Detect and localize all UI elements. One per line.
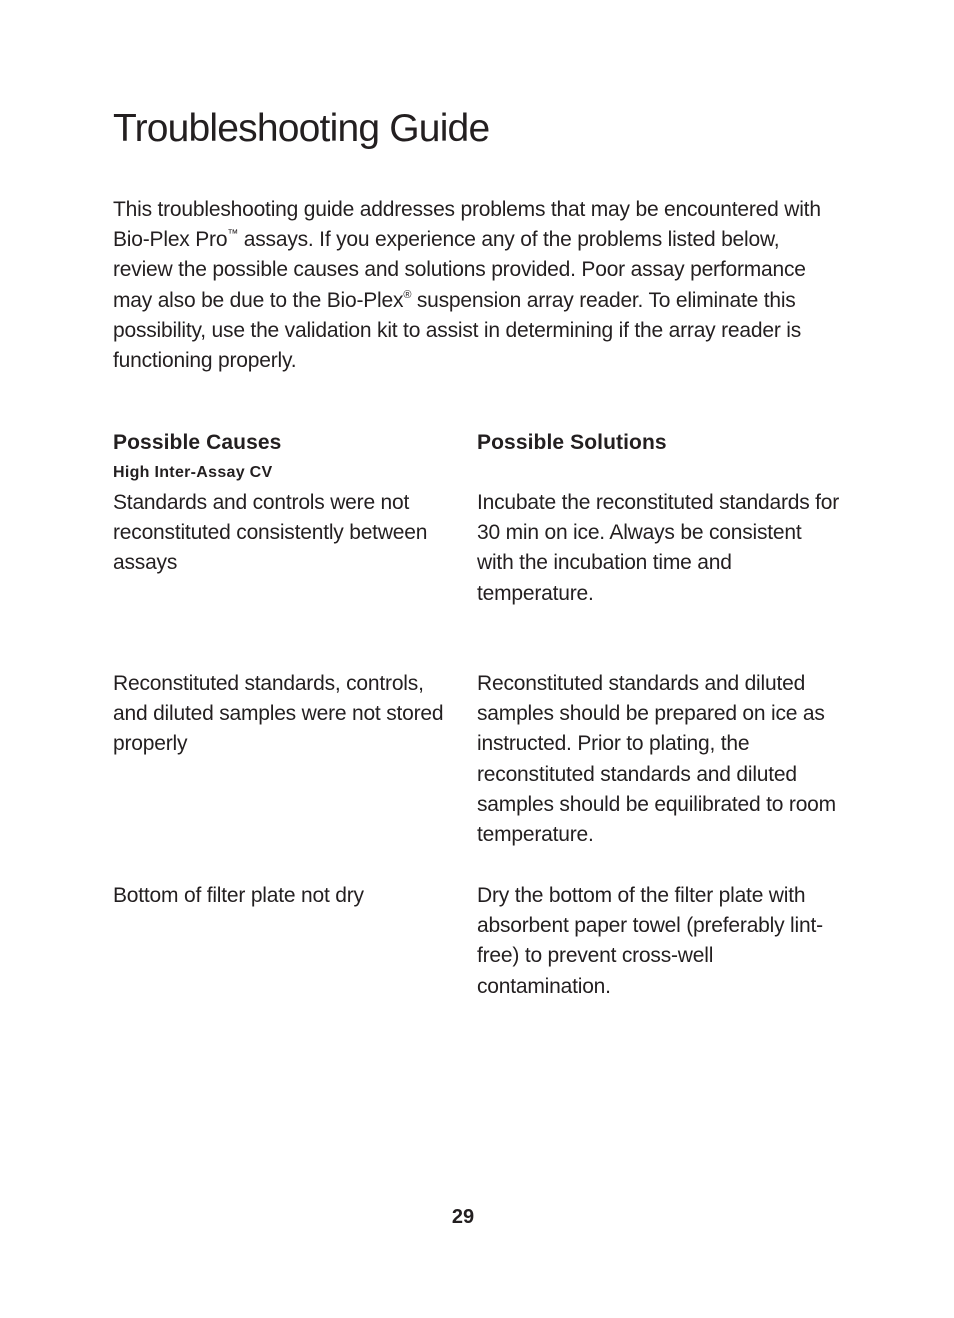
intro-text-1: This troubleshooting guide addresses problems that may be encountered with Bio-Plex Pro [113,198,821,252]
problem-category: High Inter-Assay CV [113,464,273,481]
solution-cell: Dry the bottom of the filter plate with absorbent paper towel (preferably lint-free) to prevent cross-well contamination. [477,884,823,998]
intro-paragraph [113,195,838,376]
solution-cell: Reconstituted standards and diluted samples should be prepared on ice as instructed. Prior to plating, the reconstituted standards and diluted samples should be equilibrated to room temperature. [477,672,836,847]
causes-column-header: Possible Causes [113,431,282,454]
solution-cell: Incubate the reconstituted standards for 30 min on ice. Always be consistent with the incubation time and temperature. [477,491,840,605]
page-title: Troubleshooting Guide [113,107,490,150]
cause-cell: Reconstituted standards, controls, and diluted samples were not stored properly [113,672,444,756]
intro-text-2: assays. If you experience any of the problems listed below, review the possible causes and solutions provided. Poor assay performance may also be due to the Bio-Plex [113,228,806,312]
solutions-column-header: Possible Solutions [477,431,667,454]
page-number: 29 [451,1206,475,1228]
cause-cell: Bottom of filter plate not dry [113,884,364,907]
cause-cell: Standards and controls were not reconstituted consistently between assays [113,491,428,575]
trademark-symbol: ™ [227,228,239,241]
intro-text-3: suspension array reader. To eliminate this possibility, use the validation kit to assist in determining if the array reader is functioning properly. [113,288,802,373]
registered-symbol: ® [403,288,412,301]
